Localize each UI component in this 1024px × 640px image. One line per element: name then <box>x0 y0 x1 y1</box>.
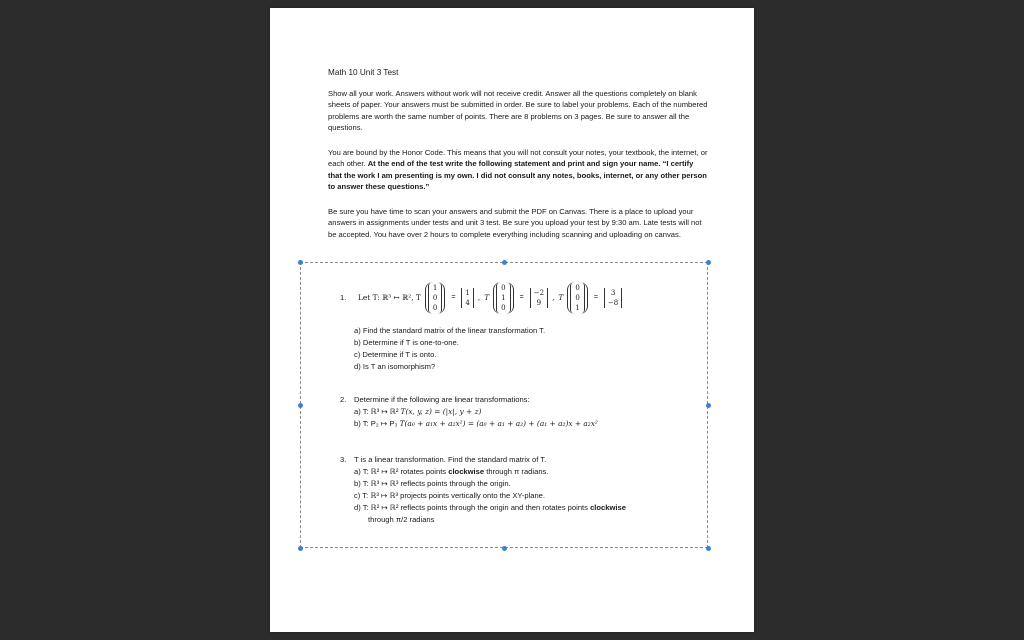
vector-e1 <box>428 283 442 313</box>
equals-sign: = <box>451 294 456 301</box>
question-3 <box>340 454 626 526</box>
resize-handle-top[interactable] <box>502 260 507 265</box>
question-3a-emphasis: clockwise <box>448 467 485 476</box>
question-2b-label: b) T: P₂ ↦ P₃ <box>354 419 400 428</box>
instructions-paragraph: Show all your work. Answers without work will not receive credit. Answer all the questions completely on blank sheets of paper. Your answers must be submitted in order. Be sure to label your problems. Each of the numbered problems are worth the same number of points. There are 8 problems on 3 pages. Be sure to answer all the questions. <box>328 89 708 133</box>
resize-handle-top-left[interactable] <box>298 260 303 265</box>
vector-entry: 0 <box>432 294 438 302</box>
question-1-intro: Let T: ℝ³ ↦ ℝ², T <box>358 293 421 302</box>
question-3d-emphasis: clockwise <box>590 503 626 512</box>
question-3a <box>340 466 626 478</box>
vector-entry: 3 <box>610 289 616 297</box>
honor-code-paragraph <box>328 147 708 193</box>
honor-code-text: You are bound by the Honor Code. This means that you will not consult your notes, your textbook, the internet, or each other. <box>328 148 708 169</box>
question-number: 2. <box>340 395 347 404</box>
vector-r3 <box>604 288 622 308</box>
vector-entry: 0 <box>575 294 580 302</box>
question-1-parts <box>354 325 545 373</box>
submission-paragraph: Be sure you have time to scan your answers and submit the PDF on Canvas. There is a place to upload your answers in assignments under tests and unit 3 test. Be sure you upload your test by 9:30 am. Late tests will not be accepted. You have over 2 hours to complete everything including scanning and uploading on canvas. <box>328 207 702 239</box>
resize-handle-bottom[interactable] <box>502 546 507 551</box>
question-2a <box>340 406 598 418</box>
question-1a: a) Find the standard matrix of the linear transformation T. <box>354 326 546 335</box>
equals-sign: = <box>519 294 524 301</box>
resize-handle-bottom-left[interactable] <box>298 546 303 551</box>
question-3d-text: d) T: ℝ² ↦ ℝ² reflects points through the origin and then rotates points <box>354 503 591 512</box>
vector-entry: 9 <box>536 299 542 307</box>
vector-e3-wrap <box>567 282 587 314</box>
honor-code-statement: At the end of the test write the following statement and print and sign your name. “I certify that the work I am presenting is my own. I did not consult any notes, books, internet, or any other person to answer these questions.” <box>328 159 707 192</box>
vector-entry: 0 <box>432 304 438 312</box>
transform-symbol: T <box>484 293 490 302</box>
vector-r1 <box>461 288 473 308</box>
vector-entry: 0 <box>575 284 580 292</box>
resize-handle-top-right[interactable] <box>706 260 711 265</box>
vector-e2-wrap <box>493 282 513 314</box>
vector-e2 <box>496 283 510 313</box>
vector-entry: 1 <box>465 289 470 297</box>
question-1b: b) Determine if T is one-to-one. <box>354 338 459 347</box>
doc-title: Math 10 Unit 3 Test <box>328 68 399 77</box>
vector-entry: 1 <box>575 304 580 312</box>
vector-entry: −8 <box>607 299 619 307</box>
comma: , <box>552 293 555 302</box>
comma: , <box>477 293 481 302</box>
vector-entry: 0 <box>501 284 506 292</box>
equals-sign: = <box>593 294 598 301</box>
question-2 <box>340 394 598 430</box>
question-number: 3. <box>340 455 347 464</box>
question-1d: d) Is T an isomorphism? <box>354 362 436 371</box>
document-page <box>270 8 754 632</box>
question-3a-end: through π radians. <box>484 467 549 476</box>
question-3-text: T is a linear transformation. Find the standard matrix of T. <box>354 455 547 464</box>
question-3d <box>340 502 626 514</box>
vector-entry: −2 <box>533 289 545 297</box>
question-2b-formula: T(a₀ + a₁x + a₂x²) = (a₀ + a₁ + a₂) + (a₁ + a₂)x + a₂x² <box>399 419 598 428</box>
vector-e1-wrap <box>425 282 445 314</box>
resize-handle-left[interactable] <box>298 403 303 408</box>
vector-entry: 1 <box>432 284 438 292</box>
question-number: 1. <box>340 293 347 302</box>
question-2a-label: a) T: ℝ³ ↦ ℝ² <box>354 407 401 416</box>
question-3a-text: a) T: ℝ² ↦ ℝ² rotates points <box>354 467 449 476</box>
question-3c: c) T: ℝ³ ↦ ℝ³ projects points vertically onto the XY-plane. <box>354 491 546 500</box>
question-3b: b) T: ℝ³ ↦ ℝ³ reflects points through the origin. <box>354 479 511 488</box>
resize-handle-bottom-right[interactable] <box>706 546 711 551</box>
question-1c: c) Determine if T is onto. <box>354 350 437 359</box>
vector-entry: 4 <box>465 299 470 307</box>
transform-symbol: T <box>558 293 564 302</box>
resize-handle-right[interactable] <box>706 403 711 408</box>
question-2-text: Determine if the following are linear transformations: <box>354 395 530 404</box>
question-2a-formula: T(x, y, z) = (|x|, y + z) <box>400 407 482 416</box>
vector-r2 <box>530 288 548 308</box>
question-2b <box>340 418 598 430</box>
question-1 <box>340 276 720 320</box>
vector-e3 <box>570 283 584 313</box>
question-3d-continued: through π/2 radians <box>368 515 435 524</box>
vector-entry: 1 <box>501 294 506 302</box>
vector-entry: 0 <box>501 304 506 312</box>
question-1-definition <box>340 276 720 320</box>
